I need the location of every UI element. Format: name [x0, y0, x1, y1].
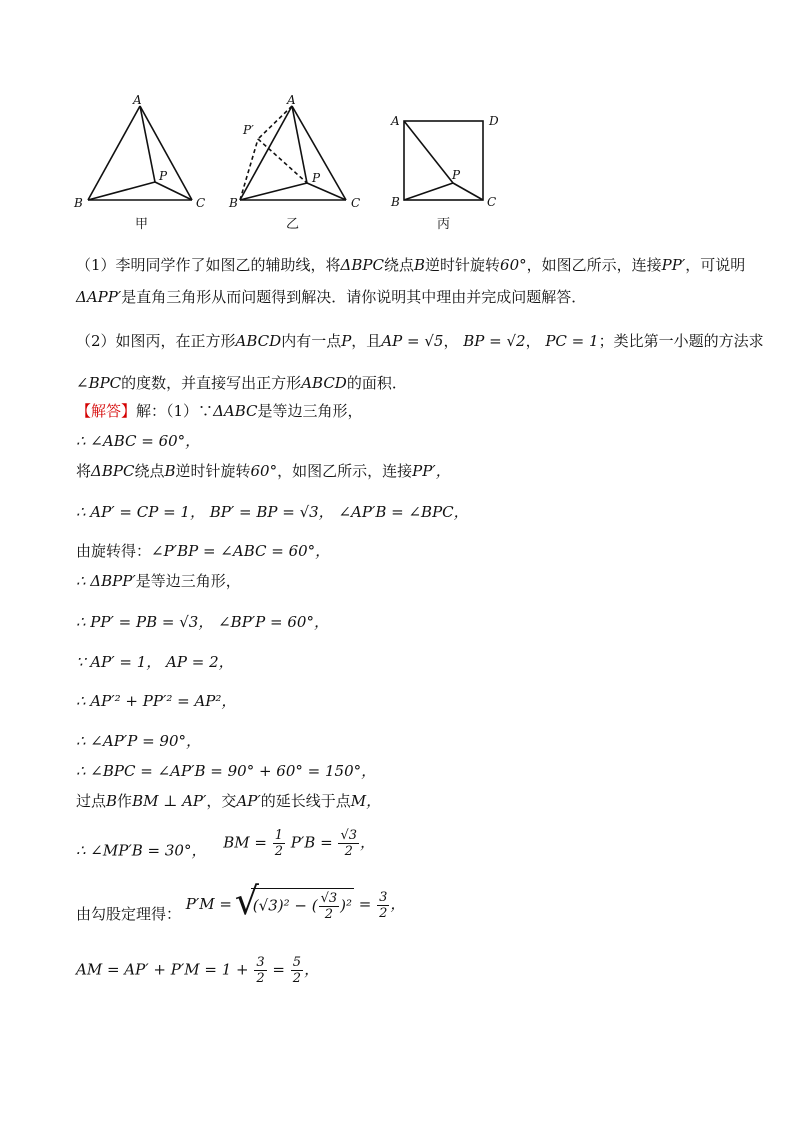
bing-caption: 丙 [437, 217, 451, 232]
yi-edge-ac [292, 106, 346, 200]
answer-tag: 【解答】 [76, 402, 137, 420]
yi-seg-app [258, 106, 292, 139]
yi-seg-cp [307, 183, 346, 200]
yi-label-b: B [229, 196, 238, 210]
sol-line-12: 过点B作BM ⊥ AP′，交AP′的延长线于点M， [76, 792, 382, 810]
sol-line-9: ∴ AP′² + PP′² = AP²， [76, 692, 237, 710]
q2-line-1: （2）如图丙，在正方形ABCD内有一点P，且AP = √5， BP = √2， PC = 1；类比第一小题的方法求 [76, 332, 764, 350]
sol-line-14: 由勾股定理得： P′M = √ (√3)² − ( $\frac{√3}{2}$ )² = $\frac{3}{2}$ ， [76, 898, 405, 932]
jia-seg-bp [88, 182, 155, 200]
jia-label-a: A [133, 93, 142, 107]
yi-seg-bp [240, 183, 307, 200]
q1-line-1: （1）李明同学作了如图乙的辅助线，将ΔBPC绕点B逆时针旋转60°，如图乙所示，连接PP′，可说明 [76, 256, 746, 274]
yi-seg-bpp [240, 139, 258, 200]
figure-canvas [0, 0, 800, 240]
q2-line-2: ∠BPC的度数，并直接写出正方形ABCD的面积． [76, 374, 407, 392]
sol-line-8: ∵ AP′ = 1， AP = 2， [76, 653, 234, 671]
sol-line-7: ∴ PP′ = PB = √3， ∠BP′P = 60°， [76, 613, 329, 631]
sol-line-4: ∴ AP′ = CP = 1， BP′ = BP = √3， ∠AP′B = ∠BPC， [76, 503, 469, 521]
bing-label-b: B [391, 195, 400, 209]
sol-line-3: 将ΔBPC绕点B逆时针旋转60°，如图乙所示，连接PP′， [76, 462, 451, 480]
bing-label-p: P [452, 168, 461, 182]
bing-label-c: C [487, 195, 497, 209]
bing-label-d: D [489, 114, 499, 128]
bing-square [404, 121, 483, 200]
jia-edge-ac [140, 106, 192, 200]
yi-label-c: C [351, 196, 361, 210]
yi-label-pprime: P′ [243, 123, 254, 137]
figures [0, 0, 800, 240]
figure-bing [404, 121, 483, 200]
figure-yi [240, 106, 346, 200]
figure-jia [88, 106, 192, 200]
q1-line-2: ΔAPP′是直角三角形从而问题得到解决．请你说明其中理由并完成问题解答． [76, 288, 587, 306]
yi-caption: 乙 [286, 217, 300, 232]
bing-seg-bp [404, 183, 453, 200]
yi-label-a: A [287, 93, 296, 107]
yi-edge-ab [240, 106, 292, 200]
jia-label-b: B [74, 196, 83, 210]
sol-line-2: ∴ ∠ABC = 60°， [76, 432, 201, 450]
sol-line-6: ∴ ΔBPP′是等边三角形， [76, 572, 241, 590]
yi-label-p: P [312, 171, 321, 185]
sol-line-13: ∴ ∠MP′B = 30°， BM = $\frac{1}{2}$ P′B = $\frac{√3}{2}$ ， [76, 828, 376, 860]
jia-edge-ab [88, 106, 140, 200]
sol-line-5: 由旋转得：∠P′BP = ∠ABC = 60°， [76, 542, 331, 560]
sol-line-11: ∴ ∠BPC = ∠AP′B = 90° + 60° = 150°， [76, 762, 377, 780]
radical: √ (√3)² − ( $\frac{√3}{2}$ )² [237, 888, 354, 922]
jia-seg-ap [140, 106, 155, 182]
bing-label-a: A [391, 114, 400, 128]
bing-seg-cp [453, 183, 483, 200]
jia-label-c: C [196, 196, 206, 210]
jia-label-p: P [159, 169, 168, 183]
sol-line-1: 【解答】解：（1）∵ΔABC是等边三角形， [76, 402, 363, 420]
bing-seg-ap [404, 121, 453, 183]
sol-line-15: AM = AP′ + P′M = 1 + $\frac{3}{2}$ = $\frac{5}{2}$ ， [76, 955, 320, 986]
jia-caption: 甲 [135, 217, 149, 232]
sol-line-10: ∴ ∠AP′P = 90°， [76, 732, 201, 750]
